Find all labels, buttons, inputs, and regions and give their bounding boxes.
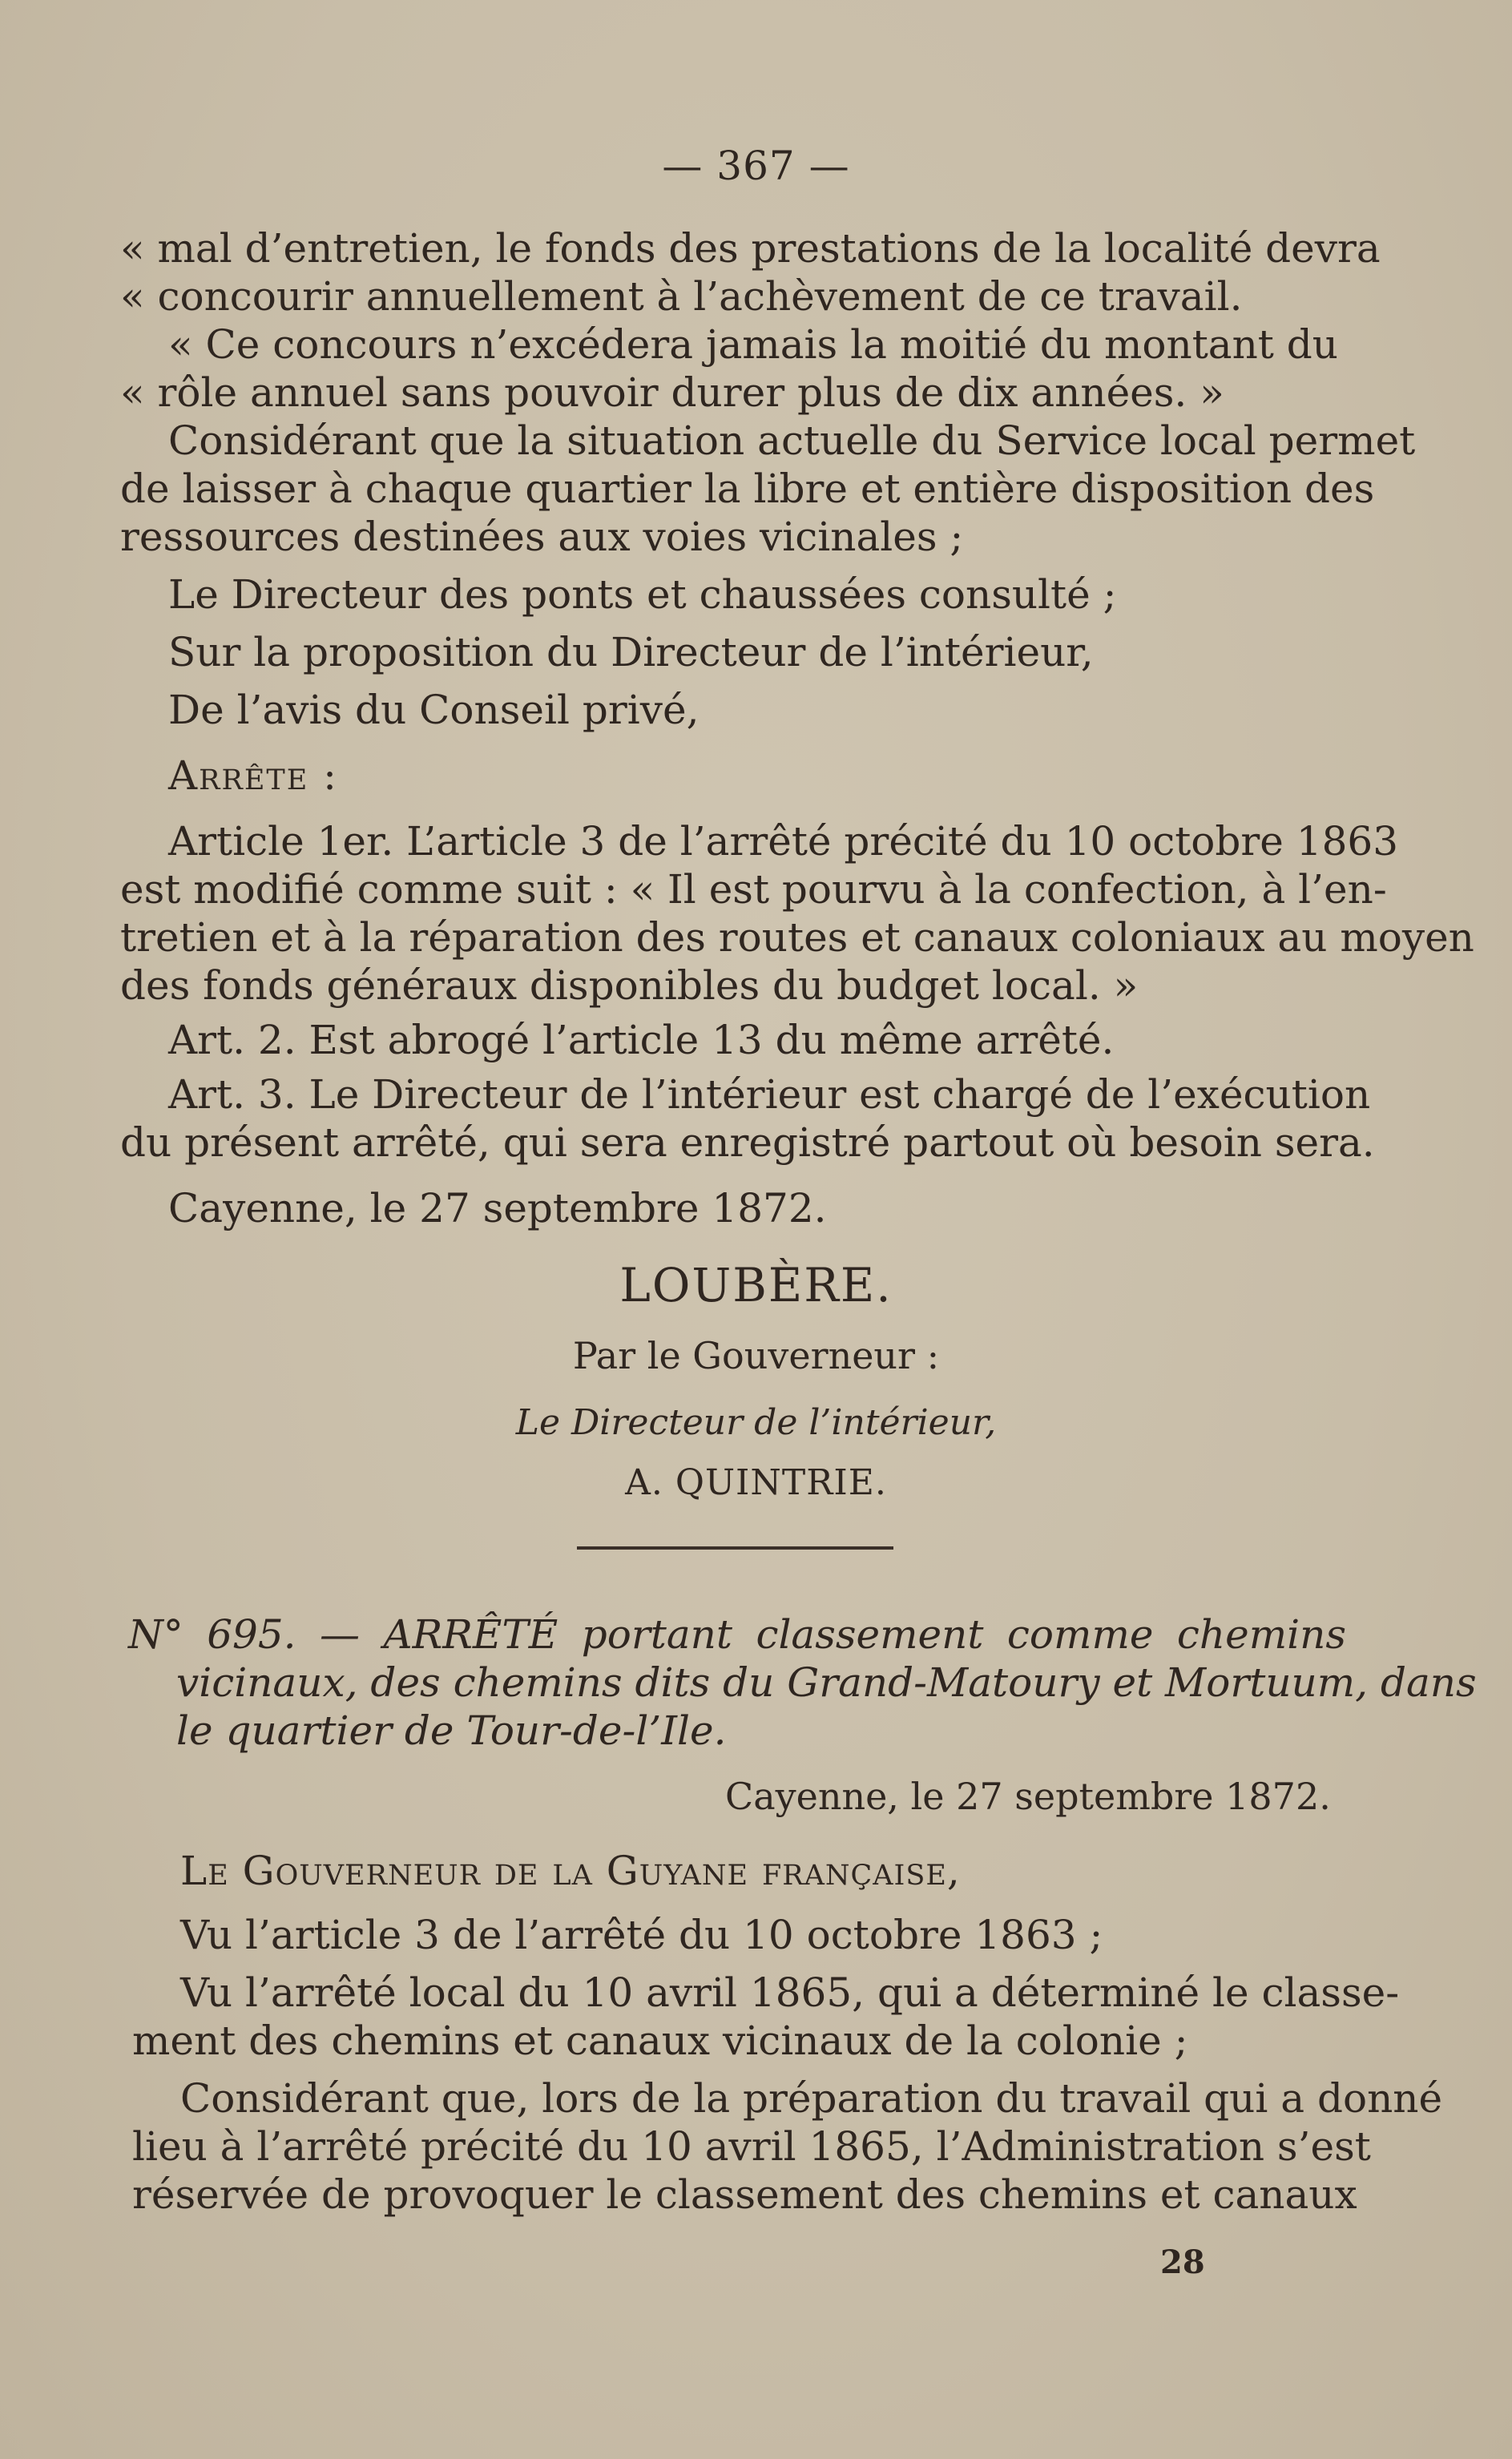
- decree-keyword: Arrête :: [168, 752, 338, 799]
- article-line: Article 1er. L’article 3 de l’arrêté précité du 10 octobre 1863: [168, 818, 1399, 865]
- article-line: Art. 3. Le Directeur de l’intérieur est chargé de l’exécution: [168, 1071, 1371, 1118]
- signature-role: Le Directeur de l’intérieur,: [515, 1402, 997, 1443]
- text-line: Vu l’article 3 de l’arrêté du 10 octobre 1863 ;: [180, 1912, 1103, 1958]
- section-divider: [577, 1546, 893, 1550]
- dateline: Cayenne, le 27 septembre 1872.: [725, 1775, 1331, 1818]
- heading-line: le quartier de Tour-de-l’Ile.: [176, 1707, 727, 1754]
- text-line: de laisser à chaque quartier la libre et entière disposition des: [120, 466, 1375, 512]
- text-line: lieu à l’arrêté précité du 10 avril 1865, l’Administration s’est: [132, 2123, 1371, 2170]
- text-line: Vu l’arrêté local du 10 avril 1865, qui a déterminé le classe-: [180, 1969, 1400, 2016]
- text-line: ressources destinées aux voies vicinales ;: [120, 514, 964, 560]
- text-line: Considérant que la situation actuelle du Service local permet: [168, 417, 1416, 464]
- dateline: Cayenne, le 27 septembre 1872.: [168, 1185, 827, 1232]
- text-line: Le Gouverneur de la Guyane française,: [180, 1848, 961, 1894]
- page-number: — 367 —: [662, 143, 850, 189]
- article-line: Art. 2. Est abrogé l’article 13 du même arrêté.: [168, 1017, 1115, 1063]
- text-line: De l’avis du Conseil privé,: [168, 687, 700, 733]
- text-line: des fonds généraux disponibles du budget local. »: [120, 962, 1139, 1009]
- signature-signer: A. QUINTRIE.: [625, 1462, 887, 1503]
- text-line: Le Directeur des ponts et chaussées consulté ;: [168, 571, 1117, 618]
- text-line: Sur la proposition du Directeur de l’intérieur,: [168, 629, 1094, 675]
- text-line: ment des chemins et canaux vicinaux de la colonie ;: [132, 2018, 1188, 2064]
- heading-line: vicinaux, des chemins dits du Grand-Matoury et Mortuum, dans: [176, 1659, 1477, 1706]
- heading-line: N° 695. — ARRÊTÉ portant classement comme chemins: [128, 1611, 1346, 1658]
- decree-heading: [128, 1610, 1477, 1755]
- decree-body: [120, 224, 1474, 1232]
- text-line: Considérant que, lors de la préparation du travail qui a donné: [180, 2075, 1443, 2122]
- text-line: « mal d’entretien, le fonds des prestations de la localité devra: [120, 225, 1381, 272]
- text-line: « concourir annuellement à l’achèvement de ce travail.: [120, 273, 1243, 320]
- text-line: réservée de provoquer le classement des chemins et canaux: [132, 2171, 1357, 2218]
- text-line: « Ce concours n’excédera jamais la moitié du montant du: [168, 321, 1338, 368]
- text-line: du présent arrêté, qui sera enregistré partout où besoin sera.: [120, 1119, 1375, 1166]
- text-line: « rôle annuel sans pouvoir durer plus de dix années. »: [120, 369, 1224, 416]
- text-line: tretien et à la réparation des routes et canaux coloniaux au moyen: [120, 914, 1474, 961]
- decree-body-2: [132, 1847, 1443, 2219]
- governor-signature: LOUBÈRE.: [619, 1258, 893, 1312]
- sheet-number: 28: [1160, 2243, 1205, 2281]
- text-line: est modifié comme suit : « Il est pourvu à la confection, à l’en-: [120, 866, 1387, 913]
- signature-by: Par le Gouverneur :: [572, 1334, 940, 1377]
